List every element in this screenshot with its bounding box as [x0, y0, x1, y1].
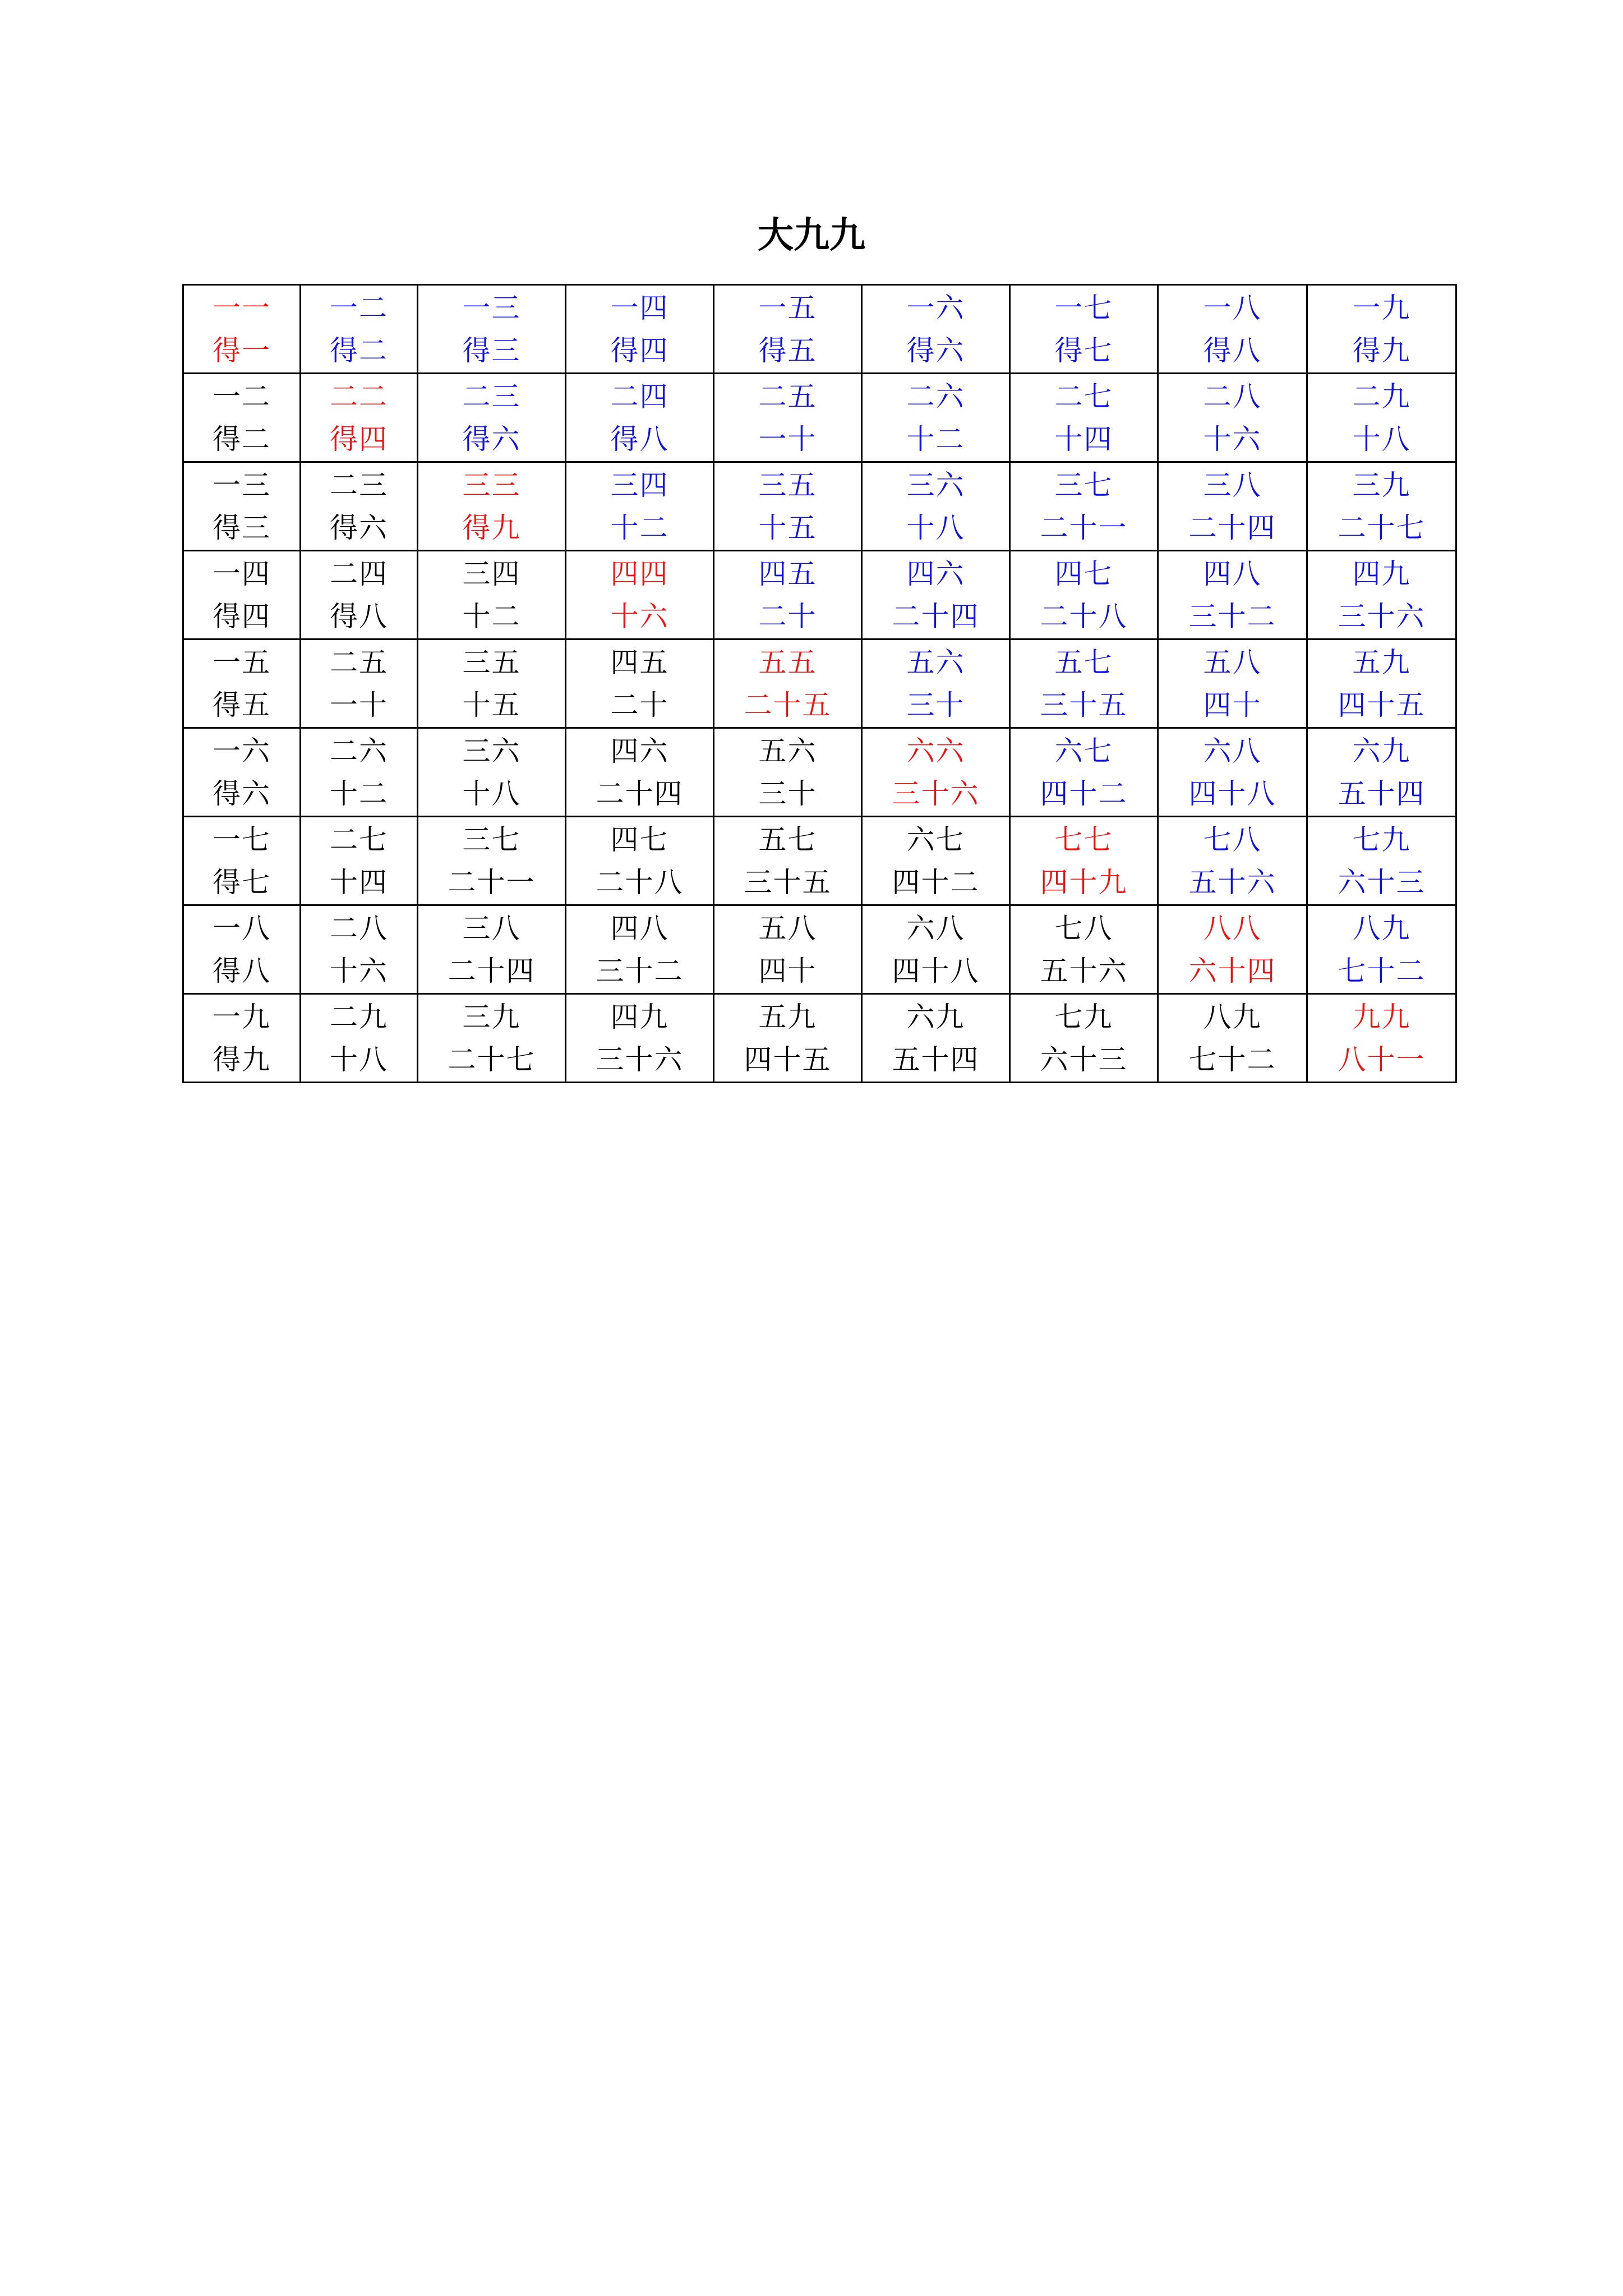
multiplication-expression: 二八: [1203, 380, 1262, 413]
multiplication-expression: 六九: [1352, 734, 1411, 767]
multiplication-result: 得四: [610, 334, 669, 367]
multiplication-expression: 三八: [462, 912, 521, 945]
multiplication-expression: 三七: [1054, 468, 1113, 501]
table-cell: [1307, 728, 1456, 817]
table-cell: [714, 285, 862, 374]
multiplication-result: 十八: [330, 1043, 388, 1076]
multiplication-expression: 六八: [906, 912, 965, 945]
table-cell: [714, 551, 862, 639]
table-cell: [301, 817, 418, 905]
table-cell: [418, 728, 566, 817]
table-cell: [418, 817, 566, 905]
multiplication-expression: 三三: [462, 468, 521, 501]
multiplication-expression: 七八: [1203, 823, 1262, 856]
table-cell: [418, 462, 566, 551]
table-cell: [714, 817, 862, 905]
table-cell: [301, 551, 418, 639]
multiplication-result: 十六: [330, 954, 388, 987]
multiplication-result: 五十六: [1040, 954, 1128, 987]
table-cell: [566, 639, 714, 728]
multiplication-result: 二十一: [448, 866, 536, 899]
table-cell: [1158, 817, 1307, 905]
table-cell: [862, 285, 1010, 374]
table-cell: [714, 994, 862, 1083]
multiplication-result: 得七: [1054, 334, 1113, 367]
table-cell: [301, 374, 418, 462]
table-cell: [1158, 374, 1307, 462]
table-cell: [862, 905, 1010, 994]
multiplication-expression: 六七: [1054, 734, 1113, 767]
table-cell: [862, 728, 1010, 817]
multiplication-result: 得一: [213, 334, 271, 367]
multiplication-result: 得三: [213, 511, 271, 544]
table-cell: [1307, 374, 1456, 462]
multiplication-result: 得八: [330, 600, 388, 633]
table-cell: [1158, 639, 1307, 728]
multiplication-result: 四十: [758, 954, 817, 987]
multiplication-expression: 二八: [330, 912, 388, 945]
table-cell: [566, 994, 714, 1083]
multiplication-expression: 八九: [1203, 1000, 1262, 1033]
multiplication-result: 得九: [213, 1043, 271, 1076]
multiplication-expression: 五八: [1203, 646, 1262, 679]
table-cell: [862, 817, 1010, 905]
multiplication-expression: 二三: [462, 380, 521, 413]
multiplication-result: 六十三: [1040, 1043, 1128, 1076]
multiplication-expression: 四六: [610, 734, 669, 767]
multiplication-expression: 一一: [213, 291, 271, 324]
multiplication-expression: 一三: [213, 468, 271, 501]
table-cell: [1010, 639, 1158, 728]
multiplication-result: 得二: [213, 422, 271, 455]
table-cell: [301, 994, 418, 1083]
multiplication-result: 三十二: [1188, 600, 1276, 633]
multiplication-expression: 四九: [1352, 557, 1411, 590]
table-cell: [418, 374, 566, 462]
multiplication-result: 二十四: [596, 777, 684, 810]
multiplication-result: 二十: [610, 688, 669, 721]
multiplication-expression: 三四: [462, 557, 521, 590]
table-cell: [1307, 639, 1456, 728]
table-cell: [1307, 462, 1456, 551]
multiplication-result: 三十五: [744, 866, 832, 899]
multiplication-result: 四十五: [1338, 688, 1426, 721]
table-row: [183, 639, 1456, 728]
table-cell: [301, 905, 418, 994]
multiplication-expression: 七七: [1054, 823, 1113, 856]
table-cell: [714, 639, 862, 728]
table-cell: [1158, 905, 1307, 994]
table-cell: [1010, 728, 1158, 817]
multiplication-result: 七十二: [1338, 954, 1426, 987]
multiplication-expression: 五六: [906, 646, 965, 679]
table-cell: [183, 639, 301, 728]
multiplication-result: 二十四: [1188, 511, 1276, 544]
multiplication-table: [182, 284, 1457, 1083]
multiplication-result: 四十: [1203, 688, 1262, 721]
multiplication-result: 三十五: [1040, 688, 1128, 721]
table-row: [183, 462, 1456, 551]
multiplication-result: 得九: [462, 511, 521, 544]
table-row: [183, 994, 1456, 1083]
multiplication-result: 二十四: [448, 954, 536, 987]
multiplication-result: 二十: [758, 600, 817, 633]
table-cell: [566, 728, 714, 817]
table-cell: [714, 728, 862, 817]
table-cell: [418, 551, 566, 639]
table-row: [183, 905, 1456, 994]
multiplication-result: 十二: [610, 511, 669, 544]
table-cell: [418, 905, 566, 994]
multiplication-expression: 一八: [1203, 291, 1262, 324]
table-cell: [1158, 551, 1307, 639]
multiplication-result: 二十五: [744, 688, 832, 721]
multiplication-result: 十二: [330, 777, 388, 810]
table-cell: [862, 374, 1010, 462]
multiplication-expression: 二四: [610, 380, 669, 413]
table-cell: [183, 905, 301, 994]
multiplication-expression: 五六: [758, 734, 817, 767]
multiplication-result: 四十九: [1040, 866, 1128, 899]
multiplication-expression: 四七: [1054, 557, 1113, 590]
multiplication-result: 十二: [462, 600, 521, 633]
multiplication-expression: 二五: [330, 646, 388, 679]
multiplication-result: 二十七: [448, 1043, 536, 1076]
multiplication-result: 得六: [330, 511, 388, 544]
multiplication-expression: 八八: [1203, 912, 1262, 945]
multiplication-result: 三十六: [596, 1043, 684, 1076]
multiplication-expression: 三八: [1203, 468, 1262, 501]
multiplication-expression: 五七: [758, 823, 817, 856]
multiplication-result: 十六: [610, 600, 669, 633]
multiplication-expression: 三四: [610, 468, 669, 501]
multiplication-result: 三十: [906, 688, 965, 721]
multiplication-expression: 三九: [1352, 468, 1411, 501]
multiplication-result: 十四: [330, 866, 388, 899]
multiplication-result: 十八: [462, 777, 521, 810]
multiplication-expression: 一七: [1054, 291, 1113, 324]
multiplication-expression: 一九: [1352, 291, 1411, 324]
multiplication-result: 八十一: [1338, 1043, 1426, 1076]
multiplication-expression: 六七: [906, 823, 965, 856]
multiplication-result: 得七: [213, 866, 271, 899]
multiplication-expression: 一八: [213, 912, 271, 945]
table-cell: [418, 639, 566, 728]
table-cell: [862, 551, 1010, 639]
multiplication-result: 四十二: [892, 866, 980, 899]
table-cell: [183, 817, 301, 905]
table-cell: [862, 462, 1010, 551]
multiplication-expression: 六八: [1203, 734, 1262, 767]
table-cell: [301, 462, 418, 551]
multiplication-expression: 三七: [462, 823, 521, 856]
multiplication-expression: 五九: [758, 1000, 817, 1033]
multiplication-expression: 七八: [1054, 912, 1113, 945]
multiplication-result: 一十: [330, 688, 388, 721]
table-row: [183, 817, 1456, 905]
multiplication-expression: 一四: [213, 557, 271, 590]
table-cell: [566, 551, 714, 639]
table-row: [183, 551, 1456, 639]
multiplication-result: 二十八: [1040, 600, 1128, 633]
table-cell: [566, 905, 714, 994]
multiplication-expression: 一二: [330, 291, 388, 324]
table-cell: [1158, 728, 1307, 817]
multiplication-expression: 八九: [1352, 912, 1411, 945]
multiplication-result: 三十六: [1338, 600, 1426, 633]
multiplication-expression: 四八: [610, 912, 669, 945]
table-cell: [1010, 905, 1158, 994]
multiplication-result: 十八: [906, 511, 965, 544]
multiplication-result: 七十二: [1188, 1043, 1276, 1076]
multiplication-expression: 九九: [1352, 1000, 1411, 1033]
table-cell: [1158, 285, 1307, 374]
table-cell: [1158, 994, 1307, 1083]
multiplication-expression: 七九: [1054, 1000, 1113, 1033]
multiplication-result: 二十七: [1338, 511, 1426, 544]
multiplication-result: 四十八: [892, 954, 980, 987]
multiplication-result: 得四: [330, 422, 388, 455]
multiplication-result: 六十四: [1188, 954, 1276, 987]
table-cell: [1158, 462, 1307, 551]
multiplication-result: 十五: [462, 688, 521, 721]
multiplication-result: 二十四: [892, 600, 980, 633]
multiplication-result: 十五: [758, 511, 817, 544]
multiplication-result: 四十五: [744, 1043, 832, 1076]
multiplication-result: 得五: [213, 688, 271, 721]
multiplication-expression: 一七: [213, 823, 271, 856]
table-cell: [301, 639, 418, 728]
multiplication-result: 十六: [1203, 422, 1262, 455]
table-cell: [183, 728, 301, 817]
table-cell: [1010, 994, 1158, 1083]
multiplication-expression: 一五: [213, 646, 271, 679]
table-cell: [1010, 462, 1158, 551]
table-cell: [1010, 551, 1158, 639]
multiplication-expression: 二六: [330, 734, 388, 767]
multiplication-expression: 二四: [330, 557, 388, 590]
multiplication-expression: 二七: [330, 823, 388, 856]
multiplication-expression: 六六: [906, 734, 965, 767]
multiplication-result: 五十六: [1188, 866, 1276, 899]
multiplication-expression: 四六: [906, 557, 965, 590]
table-cell: [566, 462, 714, 551]
table-cell: [1307, 551, 1456, 639]
multiplication-result: 四十八: [1188, 777, 1276, 810]
table-cell: [183, 994, 301, 1083]
table-cell: [418, 994, 566, 1083]
multiplication-expression: 三六: [906, 468, 965, 501]
multiplication-expression: 五九: [1352, 646, 1411, 679]
multiplication-result: 三十二: [596, 954, 684, 987]
multiplication-expression: 五八: [758, 912, 817, 945]
table-cell: [1307, 905, 1456, 994]
multiplication-result: 三十六: [892, 777, 980, 810]
multiplication-result: 得三: [462, 334, 521, 367]
multiplication-expression: 三九: [462, 1000, 521, 1033]
multiplication-result: 二十八: [596, 866, 684, 899]
multiplication-result: 五十四: [892, 1043, 980, 1076]
multiplication-expression: 四七: [610, 823, 669, 856]
multiplication-expression: 四五: [758, 557, 817, 590]
multiplication-result: 得六: [906, 334, 965, 367]
multiplication-expression: 二六: [906, 380, 965, 413]
multiplication-expression: 二三: [330, 468, 388, 501]
table-cell: [1010, 817, 1158, 905]
multiplication-expression: 三五: [758, 468, 817, 501]
table-cell: [418, 285, 566, 374]
multiplication-result: 二十一: [1040, 511, 1128, 544]
multiplication-expression: 一三: [462, 291, 521, 324]
multiplication-expression: 三六: [462, 734, 521, 767]
multiplication-result: 得八: [1203, 334, 1262, 367]
table-cell: [301, 285, 418, 374]
table-cell: [183, 285, 301, 374]
multiplication-result: 四十二: [1040, 777, 1128, 810]
multiplication-expression: 五七: [1054, 646, 1113, 679]
multiplication-result: 三十: [758, 777, 817, 810]
multiplication-result: 得六: [462, 422, 521, 455]
table-cell: [862, 994, 1010, 1083]
table-cell: [566, 285, 714, 374]
multiplication-expression: 一六: [213, 734, 271, 767]
multiplication-expression: 四八: [1203, 557, 1262, 590]
table-cell: [714, 374, 862, 462]
table-cell: [566, 817, 714, 905]
table-cell: [183, 551, 301, 639]
multiplication-expression: 四五: [610, 646, 669, 679]
multiplication-expression: 一二: [213, 380, 271, 413]
table-cell: [183, 462, 301, 551]
multiplication-result: 得四: [213, 600, 271, 633]
table-cell: [1010, 285, 1158, 374]
multiplication-expression: 一四: [610, 291, 669, 324]
table-cell: [714, 462, 862, 551]
multiplication-expression: 一六: [906, 291, 965, 324]
multiplication-expression: 二二: [330, 380, 388, 413]
table-cell: [862, 639, 1010, 728]
multiplication-result: 得九: [1352, 334, 1411, 367]
multiplication-result: 六十三: [1338, 866, 1426, 899]
multiplication-result: 十二: [906, 422, 965, 455]
table-row: [183, 728, 1456, 817]
table-cell: [183, 374, 301, 462]
multiplication-result: 得六: [213, 777, 271, 810]
table-cell: [566, 374, 714, 462]
multiplication-expression: 四四: [610, 557, 669, 590]
table-cell: [1010, 374, 1158, 462]
multiplication-result: 十四: [1054, 422, 1113, 455]
multiplication-expression: 二七: [1054, 380, 1113, 413]
multiplication-expression: 七九: [1352, 823, 1411, 856]
multiplication-result: 十八: [1352, 422, 1411, 455]
multiplication-result: 得八: [610, 422, 669, 455]
table-cell: [1307, 817, 1456, 905]
multiplication-expression: 四九: [610, 1000, 669, 1033]
multiplication-expression: 一五: [758, 291, 817, 324]
multiplication-result: 五十四: [1338, 777, 1426, 810]
page-title: 大九九: [758, 215, 865, 256]
table-cell: [301, 728, 418, 817]
multiplication-expression: 二五: [758, 380, 817, 413]
table-cell: [1307, 285, 1456, 374]
table-row: [183, 285, 1456, 374]
multiplication-result: 一十: [758, 422, 817, 455]
multiplication-expression: 二九: [330, 1000, 388, 1033]
multiplication-expression: 五五: [758, 646, 817, 679]
multiplication-expression: 三五: [462, 646, 521, 679]
multiplication-expression: 六九: [906, 1000, 965, 1033]
multiplication-expression: 一九: [213, 1000, 271, 1033]
multiplication-expression: 二九: [1352, 380, 1411, 413]
multiplication-result: 得五: [758, 334, 817, 367]
multiplication-result: 得二: [330, 334, 388, 367]
multiplication-result: 得八: [213, 954, 271, 987]
table-cell: [1307, 994, 1456, 1083]
table-cell: [714, 905, 862, 994]
table-row: [183, 374, 1456, 462]
